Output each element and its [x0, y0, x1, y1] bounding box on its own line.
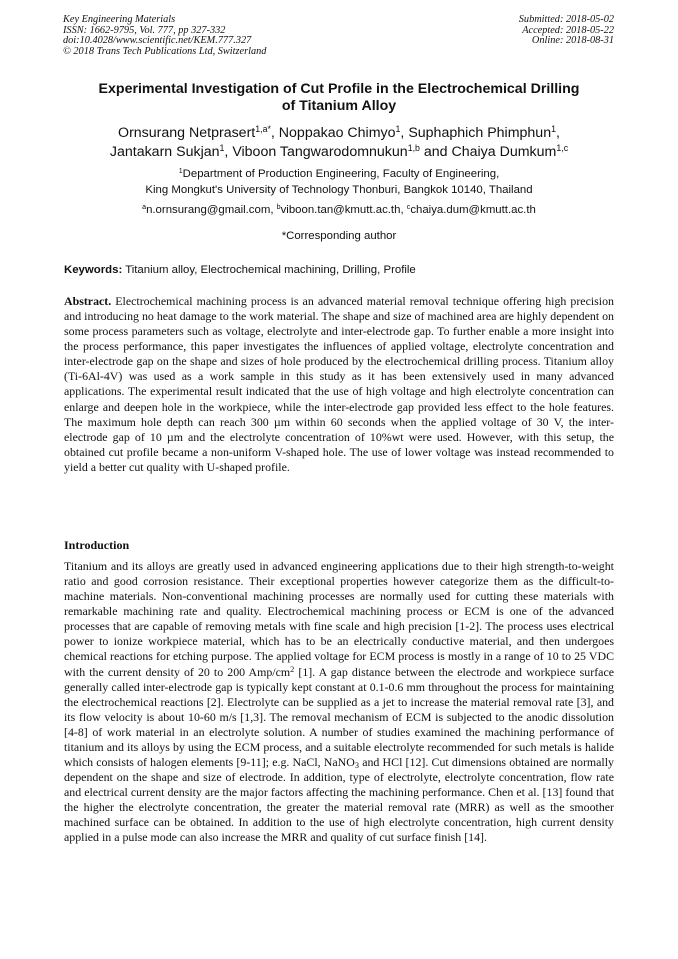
affiliation-line-2: King Mongkut's University of Technology Thonburi, Bangkok 10140, Thailand [145, 184, 533, 196]
author-name: Suphaphich Phimphun [408, 125, 552, 141]
author-affil-mark: 1,c [556, 143, 569, 154]
date-submitted: Submitted: 2018-05-02 [518, 14, 614, 25]
keywords-text: Titanium alloy, Electrochemical machining, Drilling, Profile [122, 264, 416, 276]
author-affil-mark: 1,b [407, 143, 420, 154]
paper-title [40, 81, 638, 115]
author-line-2: Jantakarn Sukjan$^1$, Viboon Tangwarodomnukun$^{1,b}$ and Chaiya Dumkum$^{1,c}$ [109, 143, 569, 160]
date-online: Online: 2018-08-31 [531, 35, 614, 46]
author-list [30, 124, 648, 162]
email-link[interactable]: viboon.tan@kmutt.ac.th [280, 204, 401, 216]
journal-copyright: © 2018 Trans Tech Publications Ltd, Switzerland [63, 45, 267, 57]
journal-issn: ISSN: 1662-9795, Vol. 777, pp 327-332 [63, 24, 226, 36]
abstract-text: Electrochemical machining process is an advanced material removal technique offering high precision and introducing no heat damage to the work material. The shape and size of machined area are highly dependent on some process parameters such as voltage, electrolyte and inter-electrode gap. To further enable a more insight into the process performance, this paper investigates the influences of applied voltage, electrolyte concentration and inter-electrode gap on the shape and sizes of hole produced by the electrochemical drilling process. Titanium alloy (Ti-6Al-4V) was used as a work sample in this study as it has been extensively used in many advanced applications. The experimental result indicated that the use of high voltage and high electrolyte concentration can enlarge and deepen hole in the workpiece, while the inter-electrode gap provided less effect to the hole features. The maximum hole depth can reach 300 µm within 60 seconds when the applied voltage of 30 V, the inter-electrode gap of 10 µm and the electrolyte concentration of 10%wt were used. However, with this setup, the obtained cut profile became a non-uniform V-shaped hole. The use of lower voltage was instead recommended to yield a better cut quality with U-shaped profile. [64, 294, 614, 474]
keywords-label: Keywords: [64, 264, 123, 276]
title-line-1: Experimental Investigation of Cut Profile in the Electrochemical Drilling [98, 81, 580, 97]
journal-doi: doi:10.4028/www.scientific.net/KEM.777.327 [63, 35, 252, 46]
date-accepted: Accepted: 2018-05-22 [522, 24, 614, 36]
author-name: Ornsurang Netprasert [118, 125, 256, 141]
author-affil-mark: 1 [395, 124, 401, 135]
author-affil-mark: 1,a* [255, 124, 271, 135]
introduction-text: Titanium and its alloys are greatly used in advanced engineering applications due to their high strength-to-weight ratio and good corrosion resistance. Their exceptional properties however categorize them as the difficult-to-machine materials. Non-conventional machining processes are normally used for cutting these materials with remarkable machining rate and quality. Electrochemical machining process or ECM is one of the advanced processes that are capable of removing metals with fine scale and high precision [1-2]. The process uses electrical power to ionize workpiece material, which has to be an electrically conductive material, and then undergoes chemical reactions for etching purpose. The applied voltage for ECM process is mostly in a range of 10 to 25 VDC with the current density of 20 to 200 Amp/$cm^2$ [1]. A gap distance between the electrode and workpiece surface generally called inter-electrode gap is typically kept constant at 0.1-0.6 mm throughout the process for maintaining the electrochemical reactions [2]. Electrolyte can be supplied as a jet to increase the material removal rate [3], and its flow velocity is about 10-60 m/s [1,3]. The removal mechanism of ECM is subjected to the anodic dissolution [4-8] of work material in an electrolyte solution. A number of studies examined the machining performance of titanium and its alloys by using the ECM process, and a suitable electrolyte recommended for such metals is halide which consists of halogen elements [9-11]; e.g. NaCl, NaNO$_3$ and HCl [12]. Cut dimensions obtained are normally dependent on the shape and size of electrode. In addition, type of electrolyte, electrolyte concentration, flow rate and electrical current density are the major factors affecting the machining performance. Chen et al. [13] found that the higher the electrolyte concentration, the greater the material removal rate (MRR) as well as the smoother machined surface can be obtained. In addition to the use of high electrolyte concentration, high current density applied in a pulse mode can also increase the MRR and quality of cut surface finish [14]. [64, 559, 614, 845]
author-name: Noppakao Chimyo [278, 125, 396, 141]
author-affil-mark: 1 [551, 124, 556, 135]
abstract [64, 294, 614, 475]
affiliation [30, 166, 648, 198]
author-line-1: Ornsurang Netprasert$^{1,a*}$, Noppakao Chimyo$^1$, Suphaphich Phimphun$^1$, [118, 124, 560, 141]
author-emails: $^a$n.ornsurang@gmail.com, $^b$viboon.tan@kmutt.ac.th, $^c$chaiya.dum@kmutt.ac.th [142, 204, 536, 216]
journal-name: Key Engineering Materials [63, 14, 176, 25]
publication-dates [519, 15, 614, 47]
author-affil-mark: 1 [219, 143, 225, 154]
affiliation-line-1: Department of Production Engineering, Faculty of Engineering, [182, 168, 500, 180]
author-name: Viboon Tangwarodomnukun [232, 144, 408, 160]
title-line-2: of Titanium Alloy [281, 98, 397, 114]
journal-info [63, 15, 266, 57]
author-name: Chaiya Dumkum [451, 144, 557, 160]
abstract-label: Abstract. [64, 294, 112, 308]
email-link[interactable]: n.ornsurang@gmail.com [146, 204, 271, 216]
corresponding-author-note: *Corresponding author [281, 230, 397, 242]
email-link[interactable]: chaiya.dum@kmutt.ac.th [410, 204, 536, 216]
keywords [64, 263, 624, 277]
introduction-heading: Introduction [64, 538, 130, 552]
affiliation-mark: 1 [178, 168, 183, 176]
author-name: Jantakarn Sukjan [109, 144, 220, 160]
